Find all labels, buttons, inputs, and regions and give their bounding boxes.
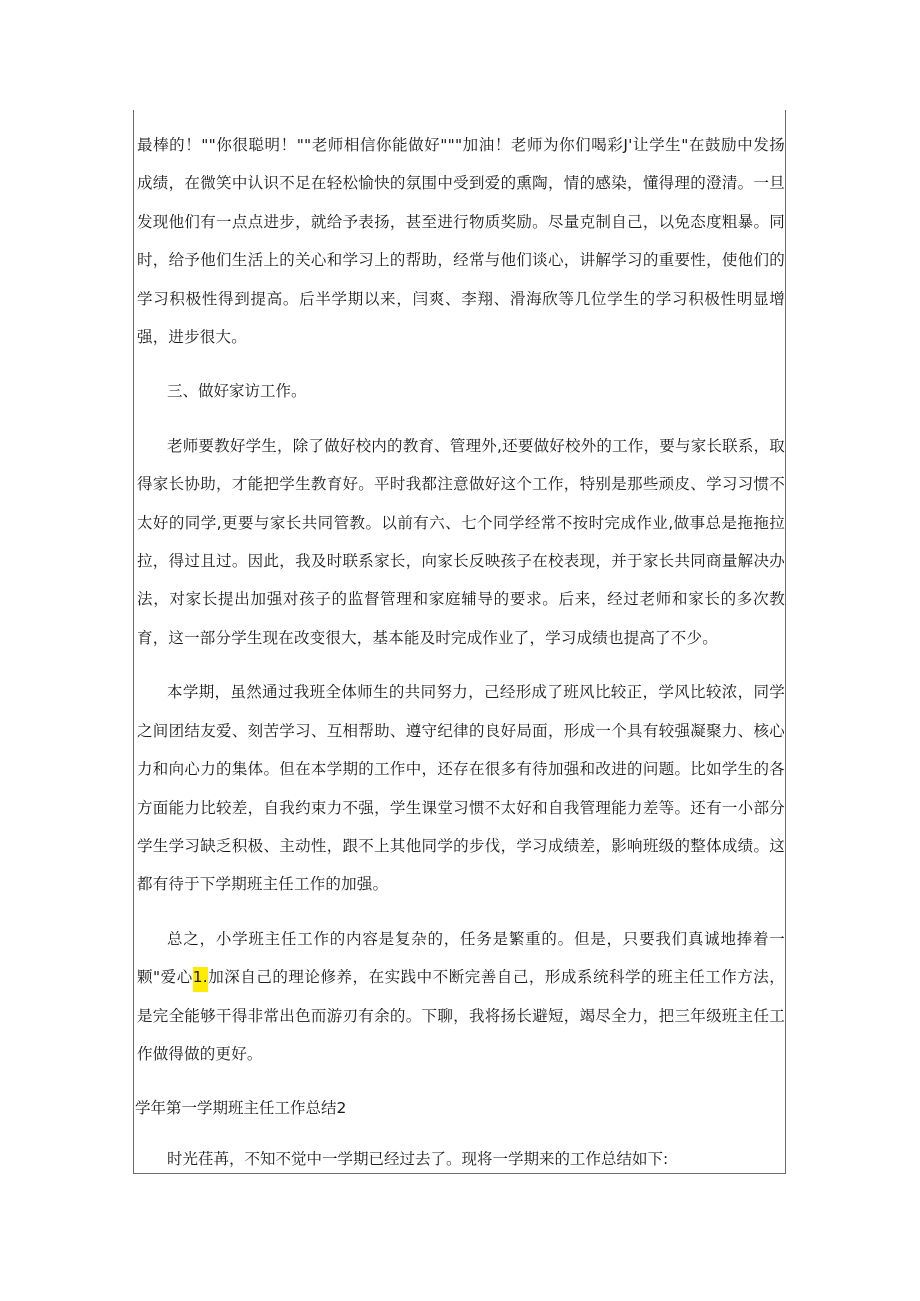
paragraph-conclusion [137, 920, 785, 1074]
conclusion-text-part1: 总之，小学班主任工作的内容是复杂的，任务是繁重的。但是，只要我们真诚地捧着一颗"爱心 [137, 929, 785, 987]
paragraph-intro-summary-2: 时光荏苒，不知不觉中一学期已经过去了。现将一学期来的工作总结如下: [167, 1149, 669, 1168]
highlighted-marker: 1. [193, 967, 208, 992]
document-body [137, 126, 785, 1178]
section-title-summary-2: 学年第一学期班主任工作总结2 [135, 1099, 347, 1118]
conclusion-text-part2: 加深自己的理论修养，在实践中不断完善自己，形成系统科学的班主任工作方法，是完全能够干得非常出色而游刃有余的。下聊，我将扬长避短，竭尽全力，把三年级班主任工作做得做的更好。 [137, 968, 785, 1063]
paragraph-encouragement: 最棒的！""你很聪明！""老师相信你能做好"""加油！老师为你们喝彩J'让学生"在鼓励中发扬成绩，在微笑中认识不足在轻松愉快的氛围中受到爱的熏陶，情的感染，懂得理的澄清。一旦发现他们有一点点进步，就给予表扬，甚至进行物质奖励。尽量克制自己，以免态度粗暴。同时，给予他们生活上的关心和学习上的帮助，经常与他们谈心，讲解学习的重要性，使他们的学习积极性得到提高。后半学期以来，闫爽、李翔、滑海欣等几位学生的学习积极性明显增强，进步很大。 [137, 136, 785, 347]
paragraph-home-visit: 老师要教好学生，除了做好校内的教育、管理外,还要做好校外的工作，要与家长联系，取得家长协助，才能把学生教育好。平时我都注意做好这个工作，特别是那些顽皮、学习习惯不太好的同学,更要与家长共同管教。以前有六、七个同学经常不按时完成作业,做事总是拖拖拉拉，得过且过。因此，我及时联系家长，向家长反映孩子在校表现，并于家长共同商量解决办法，对家长提出加强对孩子的监督管理和家庭辅导的要求。后来，经过老师和家长的多次教育，这一部分学生现在改变很大，基本能及时完成作业了，学习成绩也提高了不少。 [137, 436, 785, 647]
heading-home-visit: 三、做好家访工作。 [167, 382, 307, 401]
paragraph-class-problems: 本学期，虽然通过我班全体师生的共同努力，己经形成了班风比较正，学风比较浓，同学之间团结友爱、刻苦学习、互相帮助、遵守纪律的良好局面，形成一个具有较强凝聚力、核心力和向心力的集体。但在本学期的工作中，还存在很多有待加强和改进的问题。比如学生的各方面能力比较差，自我约束力不强，学生课堂习惯不太好和自我管理能力差等。还有一小部分学生学习缺乏积极、主动性，跟不上其他同学的步伐，学习成绩差，影响班级的整体成绩。这都有待于下学期班主任工作的加强。 [137, 683, 785, 894]
